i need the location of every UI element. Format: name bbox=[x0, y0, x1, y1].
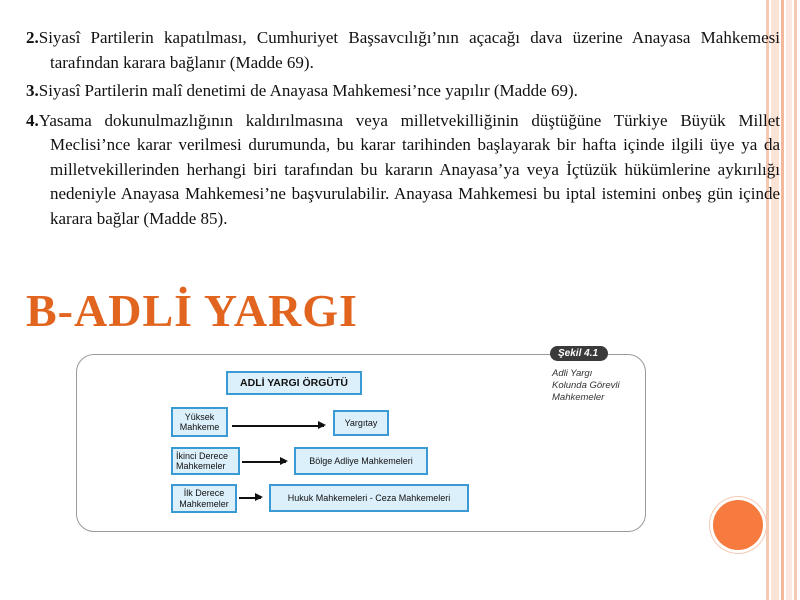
paragraph-text: Yasama dokunulmazlığının kaldırılmasına veya milletvekilliğinin düştüğüne Türkiye Büyük Millet Meclisi’nce karar verilmesi durumunda, bu karar tarihinden başlayarak bir hafta içinde ilgili üye ya da milletvekillerinden herhangi biri tarafından bu kararın Anayasa’ya veya İçtüzük hükümlerine aykırılığı nedeniyle Anayasa Mahkemesi’ne başvurulabilir. Anayasa Mahkemesi bu iptal istemini onbeş gün içinde karara bağlar (Madde 85). bbox=[38, 110, 780, 228]
section-heading: B-ADLİ YARGI bbox=[26, 285, 358, 336]
court-box-yargitay: Yargıtay bbox=[333, 410, 389, 436]
level-box-ilk bbox=[171, 484, 237, 513]
arrow-right-icon bbox=[232, 425, 324, 427]
stripe bbox=[786, 0, 792, 600]
caption-line: Adli Yargı bbox=[552, 368, 593, 379]
level-label-line: İkinci Derece bbox=[176, 450, 229, 461]
paragraph-2 bbox=[26, 26, 780, 75]
paragraph-text: Siyasî Partilerin malî denetimi de Anayasa Mahkemesi’nce yapılır (Madde 69). bbox=[38, 81, 578, 100]
figure-caption bbox=[552, 368, 662, 404]
slide-body bbox=[26, 26, 780, 236]
level-label-line: İlk Derece bbox=[183, 488, 225, 498]
paragraph-text: Siyasî Partilerin kapatılması, Cumhuriyet Başsavcılığı’nın açacağı dava üzerine Anayasa Mahkemesi tarafından karara bağlanır (Madde 69). bbox=[38, 28, 780, 72]
decorative-circle bbox=[713, 500, 763, 550]
level-label-line: Mahkemeler bbox=[179, 498, 229, 509]
court-box-bolge-adliye: Bölge Adliye Mahkemeleri bbox=[294, 447, 428, 475]
item-number: 2. bbox=[26, 28, 39, 47]
item-number: 4. bbox=[26, 110, 39, 130]
caption-line: Mahkemeler bbox=[552, 392, 605, 403]
level-label-line: Mahkeme bbox=[179, 422, 220, 432]
item-number: 3. bbox=[26, 81, 39, 100]
paragraph-4 bbox=[26, 109, 780, 232]
stripe bbox=[794, 0, 797, 600]
court-box-hukuk-ceza: Hukuk Mahkemeleri - Ceza Mahkemeleri bbox=[269, 484, 469, 512]
level-box-yuksek bbox=[171, 407, 228, 437]
paragraph-3 bbox=[26, 79, 780, 104]
level-box-ikinci bbox=[171, 447, 240, 475]
arrow-right-icon bbox=[239, 497, 261, 499]
arrow-right-icon bbox=[242, 461, 286, 463]
figure-tag: Şekil 4.1 bbox=[550, 346, 608, 361]
org-chart-title: ADLİ YARGI ÖRGÜTÜ bbox=[226, 371, 362, 395]
caption-line: Kolunda Görevli bbox=[552, 380, 620, 391]
level-label-line: Yüksek bbox=[184, 411, 215, 422]
stripe bbox=[781, 0, 784, 600]
level-label-line: Mahkemeler bbox=[176, 461, 226, 471]
